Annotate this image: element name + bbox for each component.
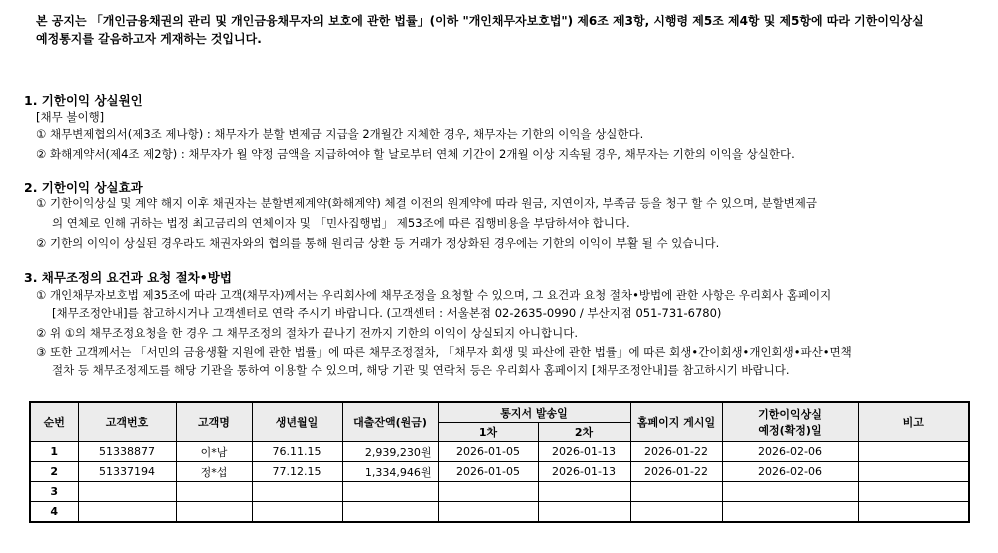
cell-balance: 2,939,230원: [342, 442, 438, 462]
header-balance: 대출잔액(원금): [342, 402, 438, 442]
header-delivery-2: 2차: [538, 423, 630, 442]
cell-delivery-2: 2026-01-13: [538, 442, 630, 462]
header-customer-name: 고객명: [176, 402, 252, 442]
section-3-heading: 3. 채무조정의 요건과 요청 절차•방법: [24, 270, 232, 285]
cell-customer-no: [78, 482, 176, 502]
cell-delivery-1: 2026-01-05: [438, 462, 538, 482]
intro-line-2: 예정통지를 갈음하고자 게재하는 것입니다.: [36, 32, 262, 46]
cell-customer-name: [176, 482, 252, 502]
cell-expiry: [722, 502, 858, 523]
cell-note: [858, 482, 969, 502]
table-row: [30, 442, 969, 462]
section-1-line: ① 채무변제협의서(제3조 제나항) : 채무자가 분할 변제금 지급을 2개월간 지체한 경우, 채무자는 기한의 이익을 상실한다.: [36, 127, 644, 141]
cell-note: [858, 442, 969, 462]
cell-birth: [252, 482, 342, 502]
cell-balance: [342, 482, 438, 502]
cell-balance: 1,334,946원: [342, 462, 438, 482]
table-row: [30, 462, 969, 482]
cell-balance: [342, 502, 438, 523]
cell-customer-name: 정*섭: [176, 462, 252, 482]
cell-seq: 3: [30, 482, 78, 502]
section-2-line: 의 연체로 인해 귀하는 법정 최고금리의 연체이자 및 「민사집행법」 제53조에 따른 집행비용을 부담하셔야 합니다.: [52, 216, 630, 230]
cell-customer-no: [78, 502, 176, 523]
cell-customer-name: [176, 502, 252, 523]
section-3-line: [채무조정안내]를 참고하시거나 고객센터로 연락 주시기 바랍니다. (고객센터 : 서울본점 02-2635-0990 / 부산지점 051-731-6780): [52, 306, 722, 320]
section-3-line: ① 개인채무자보호법 제35조에 따라 고객(채무자)께서는 우리회사에 채무조정을 요청할 수 있으며, 그 요건과 요청 절차•방법에 관한 사항은 우리회사 홈페이지: [36, 288, 832, 302]
cell-birth: 77.12.15: [252, 462, 342, 482]
cell-delivery-1: [438, 482, 538, 502]
table-row: [30, 482, 969, 502]
cell-customer-name: 이*남: [176, 442, 252, 462]
cell-delivery-2: [538, 482, 630, 502]
cell-delivery-2: [538, 502, 630, 523]
cell-delivery-1: 2026-01-05: [438, 442, 538, 462]
section-2-heading: 2. 기한이익 상실효과: [24, 180, 143, 195]
cell-birth: 76.11.15: [252, 442, 342, 462]
table-row: [30, 502, 969, 523]
cell-expiry: 2026-02-06: [722, 462, 858, 482]
header-homepage: 홈페이지 게시일: [630, 402, 722, 442]
section-1-line: [채무 불이행]: [36, 110, 105, 124]
cell-homepage: 2026-01-22: [630, 462, 722, 482]
section-2-line: ① 기한이익상실 및 계약 해지 이후 채권자는 분할변제계약(화해계약) 체결 이전의 원계약에 따라 원금, 지연이자, 부족금 등을 청구 할 수 있으며, 분할변제금: [36, 196, 818, 210]
cell-seq: 1: [30, 442, 78, 462]
intro-paragraph: [36, 12, 976, 48]
intro-line-1: 본 공지는 「개인금융채권의 관리 및 개인금융채무자의 보호에 관한 법률」(이하 "개인채무자보호법") 제6조 제3항, 시행령 제5조 제4항 및 제5항에 따라 기한이익상실: [36, 14, 924, 28]
cell-customer-no: 51338877: [78, 442, 176, 462]
cell-homepage: [630, 502, 722, 523]
notice-table: [29, 401, 970, 523]
cell-note: [858, 462, 969, 482]
cell-seq: 2: [30, 462, 78, 482]
header-seq: 순번: [30, 402, 78, 442]
header-delivery-1: 1차: [438, 423, 538, 442]
cell-birth: [252, 502, 342, 523]
section-1-line: ② 화해계약서(제4조 제2항) : 채무자가 월 약정 금액을 지급하여야 할 날로부터 연체 기간이 2개월 이상 지속될 경우, 채무자는 기한의 이익을 상실한다.: [36, 147, 795, 161]
cell-expiry: [722, 482, 858, 502]
cell-delivery-2: 2026-01-13: [538, 462, 630, 482]
header-expiry-line-2: 예정(확정)일: [758, 424, 822, 437]
section-3-line: 절차 등 채무조정제도를 해당 기관을 통하여 이용할 수 있으며, 해당 기관 및 연락처 등은 우리회사 홈페이지 [채무조정안내]를 참고하시기 바랍니다.: [52, 363, 790, 377]
cell-customer-no: 51337194: [78, 462, 176, 482]
section-3-line: ③ 또한 고객께서는 「서민의 금융생활 지원에 관한 법률」에 따른 채무조정절차, 「채무자 회생 및 파산에 관한 법률」에 따른 회생•간이회생•개인회생•파산•면책: [36, 345, 852, 359]
header-customer-no: 고객번호: [78, 402, 176, 442]
header-note: 비고: [858, 402, 969, 442]
header-delivery: 통지서 발송일: [438, 402, 630, 423]
cell-expiry: 2026-02-06: [722, 442, 858, 462]
section-3-line: ② 위 ①의 채무조정요청을 한 경우 그 채무조정의 절차가 끝나기 전까지 기한의 이익이 상실되지 아니합니다.: [36, 326, 579, 340]
cell-homepage: [630, 482, 722, 502]
cell-seq: 4: [30, 502, 78, 523]
section-2-line: ② 기한의 이익이 상실된 경우라도 채권자와의 협의를 통해 원리금 상환 등 거래가 정상화된 경우에는 기한의 이익이 부활 될 수 있습니다.: [36, 236, 720, 250]
header-birth: 생년월일: [252, 402, 342, 442]
section-1-heading: 1. 기한이익 상실원인: [24, 93, 143, 108]
header-expiry: [722, 402, 858, 442]
header-expiry-line-1: 기한이익상실: [758, 408, 822, 421]
table-header-row: [30, 402, 969, 423]
cell-note: [858, 502, 969, 523]
cell-homepage: 2026-01-22: [630, 442, 722, 462]
cell-delivery-1: [438, 502, 538, 523]
